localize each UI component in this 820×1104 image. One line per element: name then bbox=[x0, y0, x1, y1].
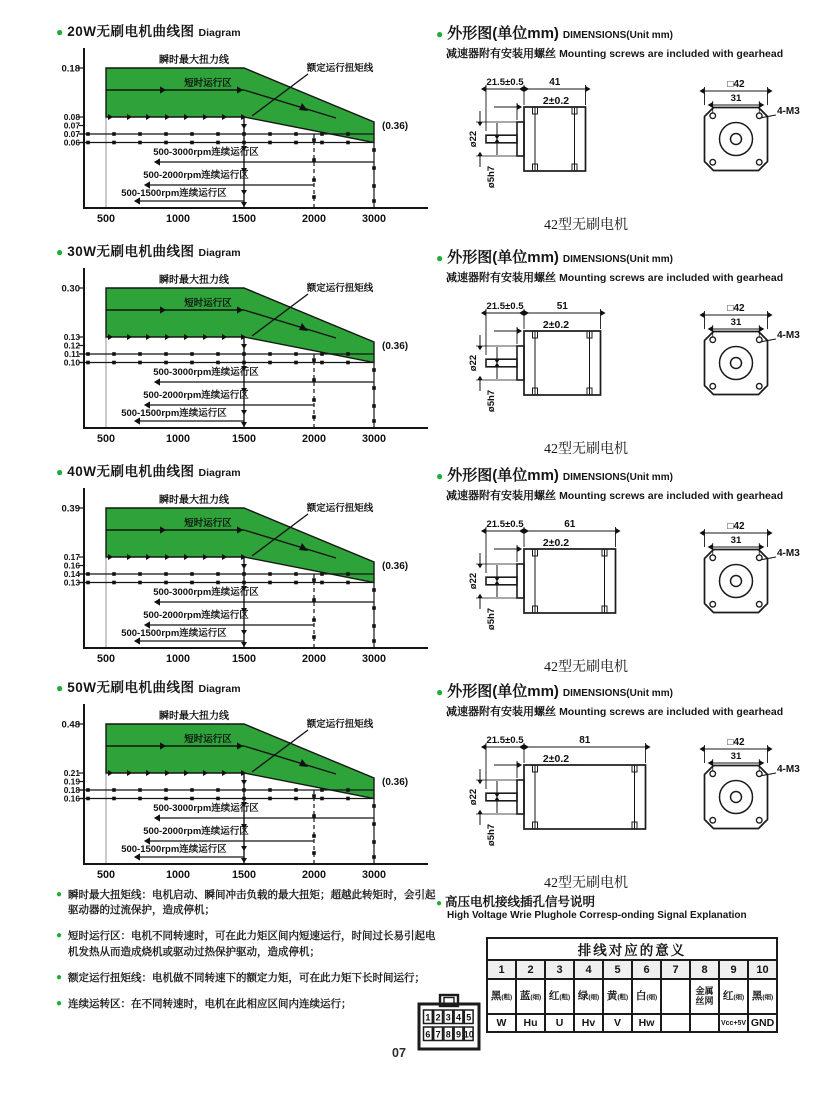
table-title: 排线对应的意义 bbox=[487, 938, 777, 960]
note-text: 瞬时最大扭矩线：电机启动、瞬间冲击负载的最大扭矩；超越此转矩时，会引起驱动器的过流保护，造成停机； bbox=[68, 889, 436, 917]
dim-sub-cn: 减速器附有安装用螺丝 bbox=[446, 48, 556, 60]
svg-text:瞬时最大扭力线: 瞬时最大扭力线 bbox=[159, 495, 229, 506]
dimension-section-3 bbox=[436, 464, 812, 676]
svg-text:3000: 3000 bbox=[361, 213, 387, 225]
motor-dimension-drawing bbox=[436, 61, 808, 213]
drawing-caption: 42型无刷电机 bbox=[544, 218, 628, 233]
svg-text:(0.36): (0.36) bbox=[382, 341, 409, 352]
svg-text:0.19: 0.19 bbox=[63, 776, 80, 787]
dim-title-en: DIMENSIONS(Unit mm) bbox=[562, 688, 673, 699]
green-bullet-icon: ● bbox=[436, 469, 444, 483]
dim-sub-cn: 减速器附有安装用螺丝 bbox=[446, 706, 556, 718]
note-item bbox=[56, 929, 436, 959]
signal-cell: Hu bbox=[516, 1014, 545, 1032]
svg-text:1000: 1000 bbox=[165, 433, 191, 445]
svg-text:□42: □42 bbox=[727, 521, 745, 532]
svg-text:2: 2 bbox=[435, 1012, 441, 1023]
note-item bbox=[56, 971, 436, 986]
pin-number-cell: 2 bbox=[516, 960, 545, 979]
svg-text:31: 31 bbox=[730, 93, 742, 104]
svg-text:0.16: 0.16 bbox=[63, 793, 80, 804]
wire-color-cell: 红(细) bbox=[719, 979, 748, 1014]
svg-text:□42: □42 bbox=[727, 303, 745, 314]
motor-dimension-drawing bbox=[436, 719, 808, 871]
svg-text:3000: 3000 bbox=[361, 869, 387, 881]
pin-number-cell: 3 bbox=[545, 960, 574, 979]
dim-title-cn: 外形图(单位mm) bbox=[447, 467, 559, 484]
wire-color-cell: 金属 丝网 bbox=[690, 979, 719, 1014]
svg-text:0.07: 0.07 bbox=[63, 120, 80, 131]
note-item bbox=[56, 997, 436, 1012]
green-bullet-icon: ● bbox=[436, 898, 443, 909]
svg-text:21.5±0.5: 21.5±0.5 bbox=[486, 301, 524, 312]
svg-text:500-1500rpm连续运行区: 500-1500rpm连续运行区 bbox=[121, 188, 227, 199]
svg-text:2000: 2000 bbox=[301, 869, 327, 881]
svg-text:0.30: 0.30 bbox=[61, 283, 80, 295]
plughole-body bbox=[425, 921, 816, 1051]
svg-text:短时运行区: 短时运行区 bbox=[184, 298, 232, 309]
wire-color-cell: 黑(粗) bbox=[487, 979, 516, 1014]
chart-section-title bbox=[56, 20, 436, 40]
svg-text:2000: 2000 bbox=[301, 433, 327, 445]
drawing-caption: 42型无刷电机 bbox=[544, 876, 628, 891]
svg-text:2±0.2: 2±0.2 bbox=[542, 753, 570, 765]
dim-sub-en: Mounting screws are included with gearhead bbox=[559, 48, 784, 60]
svg-text:0.08: 0.08 bbox=[63, 112, 80, 122]
svg-text:500-2000rpm连续运行区: 500-2000rpm连续运行区 bbox=[143, 610, 249, 621]
chart-title-en: Diagram bbox=[198, 683, 241, 695]
svg-text:□42: □42 bbox=[727, 737, 745, 748]
wire-color-cell: 蓝(细) bbox=[516, 979, 545, 1014]
svg-text:500-1500rpm连续运行区: 500-1500rpm连续运行区 bbox=[121, 408, 227, 419]
svg-text:0.18: 0.18 bbox=[61, 63, 80, 75]
svg-text:2±0.2: 2±0.2 bbox=[542, 319, 570, 331]
dimension-title bbox=[436, 680, 812, 701]
svg-text:500-1500rpm连续运行区: 500-1500rpm连续运行区 bbox=[121, 628, 227, 639]
drawing-caption: 42型无刷电机 bbox=[544, 442, 628, 457]
plughole-title-cn: 高压电机接线插孔信号说明 bbox=[445, 895, 596, 909]
svg-text:0.39: 0.39 bbox=[61, 503, 80, 515]
wire-color-cell: 白(细) bbox=[632, 979, 661, 1014]
svg-text:4: 4 bbox=[455, 1012, 462, 1023]
svg-text:额定运行扭矩线: 额定运行扭矩线 bbox=[306, 503, 374, 514]
dim-sub-en: Mounting screws are included with gearhead bbox=[559, 706, 784, 718]
chart-section-title bbox=[56, 240, 436, 260]
green-bullet-icon: ● bbox=[436, 685, 444, 699]
plughole-section bbox=[425, 892, 816, 1051]
motor-dimension-drawing bbox=[436, 285, 808, 437]
svg-text:500-3000rpm连续运行区: 500-3000rpm连续运行区 bbox=[153, 587, 259, 598]
signal-cell: Hw bbox=[632, 1014, 661, 1032]
torque-speed-chart bbox=[56, 696, 434, 892]
svg-text:3000: 3000 bbox=[361, 653, 387, 665]
pin-number-cell: 8 bbox=[690, 960, 719, 979]
svg-text:500-3000rpm连续运行区: 500-3000rpm连续运行区 bbox=[153, 147, 259, 158]
svg-text:(0.36): (0.36) bbox=[382, 777, 409, 788]
dim-sub-en: Mounting screws are included with gearhead bbox=[559, 490, 784, 502]
svg-text:51: 51 bbox=[556, 301, 568, 312]
signal-cell: Hv bbox=[574, 1014, 603, 1032]
svg-text:0.18: 0.18 bbox=[63, 785, 80, 795]
wire-color-cell: 绿(细) bbox=[574, 979, 603, 1014]
svg-text:500-1500rpm连续运行区: 500-1500rpm连续运行区 bbox=[121, 844, 227, 855]
green-bullet-icon: ● bbox=[56, 930, 63, 942]
pin-number-cell: 9 bbox=[719, 960, 748, 979]
dimension-title bbox=[436, 22, 812, 43]
wire-color-cell: 黑(细) bbox=[748, 979, 777, 1014]
svg-text:31: 31 bbox=[730, 535, 742, 546]
dimension-section-4 bbox=[436, 680, 812, 892]
svg-text:31: 31 bbox=[730, 751, 742, 762]
torque-speed-chart bbox=[56, 260, 434, 456]
chart-section-20w bbox=[56, 20, 436, 241]
svg-text:1500: 1500 bbox=[231, 213, 257, 225]
svg-text:ø5h7: ø5h7 bbox=[486, 389, 497, 413]
svg-text:(0.36): (0.36) bbox=[382, 121, 409, 132]
dimension-section-2 bbox=[436, 246, 812, 458]
svg-text:额定运行扭矩线: 额定运行扭矩线 bbox=[306, 283, 374, 294]
svg-text:4-M3: 4-M3 bbox=[777, 106, 800, 117]
svg-text:0.14: 0.14 bbox=[63, 569, 80, 579]
chart-title-cn: 30W无刷电机曲线图 bbox=[67, 244, 195, 259]
svg-text:ø5h7: ø5h7 bbox=[486, 823, 497, 847]
svg-text:21.5±0.5: 21.5±0.5 bbox=[486, 735, 524, 746]
svg-text:6: 6 bbox=[425, 1029, 431, 1040]
svg-text:ø22: ø22 bbox=[468, 788, 479, 806]
svg-text:1500: 1500 bbox=[231, 653, 257, 665]
chart-section-40w bbox=[56, 460, 436, 681]
svg-text:7: 7 bbox=[435, 1029, 441, 1040]
signal-cell: U bbox=[545, 1014, 574, 1032]
svg-text:2±0.2: 2±0.2 bbox=[542, 537, 570, 549]
green-bullet-icon: ● bbox=[56, 971, 63, 983]
dimension-section-1 bbox=[436, 22, 812, 234]
motor-dimension-drawing bbox=[436, 503, 808, 655]
signal-cell: V bbox=[603, 1014, 632, 1032]
svg-text:短时运行区: 短时运行区 bbox=[184, 78, 232, 89]
svg-text:3: 3 bbox=[445, 1012, 451, 1023]
dim-title-cn: 外形图(单位mm) bbox=[447, 25, 559, 42]
signal-cell bbox=[690, 1014, 719, 1032]
note-text: 连续运转区：在不同转速时，电机在此相应区间内连续运行； bbox=[68, 998, 352, 1011]
pin-number-cell: 7 bbox=[661, 960, 690, 979]
green-bullet-icon: ● bbox=[56, 245, 64, 259]
svg-text:1000: 1000 bbox=[165, 869, 191, 881]
svg-text:31: 31 bbox=[730, 317, 742, 328]
plughole-title-en: High Voltage Wrie Plughole Corresp-onding Signal Explanation bbox=[447, 910, 747, 921]
dimension-subtitle bbox=[446, 487, 812, 503]
svg-text:ø5h7: ø5h7 bbox=[486, 607, 497, 631]
notes-list bbox=[56, 888, 436, 1023]
note-text: 额定运行扭矩线：电机做不同转速下的额定力矩，可在此力矩下长时间运行； bbox=[68, 971, 426, 984]
svg-text:5: 5 bbox=[466, 1012, 472, 1023]
svg-text:瞬时最大扭力线: 瞬时最大扭力线 bbox=[159, 55, 229, 66]
svg-text:0.07: 0.07 bbox=[63, 129, 80, 139]
chart-title-cn: 50W无刷电机曲线图 bbox=[67, 680, 195, 695]
chart-section-title bbox=[56, 460, 436, 480]
svg-text:0.17: 0.17 bbox=[63, 552, 80, 562]
torque-speed-chart bbox=[56, 480, 434, 676]
svg-text:500-3000rpm连续运行区: 500-3000rpm连续运行区 bbox=[153, 367, 259, 378]
svg-text:500: 500 bbox=[96, 213, 116, 225]
svg-text:0.10: 0.10 bbox=[63, 357, 80, 368]
svg-text:500: 500 bbox=[96, 653, 116, 665]
dim-sub-en: Mounting screws are included with gearhead bbox=[559, 272, 784, 284]
chart-title-cn: 40W无刷电机曲线图 bbox=[67, 464, 195, 479]
wire-color-cell bbox=[661, 979, 690, 1014]
green-bullet-icon: ● bbox=[436, 27, 444, 41]
svg-text:额定运行扭矩线: 额定运行扭矩线 bbox=[306, 719, 374, 730]
dim-sub-cn: 减速器附有安装用螺丝 bbox=[446, 272, 556, 284]
green-bullet-icon: ● bbox=[56, 681, 64, 695]
plughole-title bbox=[436, 892, 816, 910]
svg-text:4-M3: 4-M3 bbox=[777, 330, 800, 341]
chart-section-30w bbox=[56, 240, 436, 461]
pin-number-cell: 6 bbox=[632, 960, 661, 979]
svg-text:9: 9 bbox=[455, 1029, 462, 1040]
pin-number-cell: 5 bbox=[603, 960, 632, 979]
dimension-title bbox=[436, 246, 812, 267]
svg-text:21.5±0.5: 21.5±0.5 bbox=[486, 77, 524, 88]
torque-speed-chart bbox=[56, 40, 434, 236]
green-bullet-icon: ● bbox=[56, 889, 63, 900]
svg-text:1500: 1500 bbox=[231, 433, 257, 445]
svg-text:1000: 1000 bbox=[165, 213, 191, 225]
dimension-subtitle bbox=[446, 45, 812, 61]
svg-text:(0.36): (0.36) bbox=[382, 561, 409, 572]
svg-text:4-M3: 4-M3 bbox=[777, 548, 800, 559]
wire-color-cell: 黄(粗) bbox=[603, 979, 632, 1014]
signal-cell bbox=[661, 1014, 690, 1032]
svg-text:0.12: 0.12 bbox=[63, 340, 80, 351]
svg-text:81: 81 bbox=[579, 735, 591, 746]
svg-text:□42: □42 bbox=[727, 79, 745, 90]
green-bullet-icon: ● bbox=[56, 25, 64, 39]
svg-text:41: 41 bbox=[549, 77, 561, 88]
svg-text:额定运行扭矩线: 额定运行扭矩线 bbox=[306, 63, 374, 74]
green-bullet-icon: ● bbox=[56, 998, 63, 1010]
wire-color-cell: 红(粗) bbox=[545, 979, 574, 1014]
svg-text:瞬时最大扭力线: 瞬时最大扭力线 bbox=[159, 711, 229, 722]
pin-number-cell: 4 bbox=[574, 960, 603, 979]
svg-text:0.48: 0.48 bbox=[61, 719, 80, 731]
svg-text:0.16: 0.16 bbox=[63, 560, 80, 571]
signal-cell: W bbox=[487, 1014, 516, 1032]
signal-cell: GND bbox=[748, 1014, 777, 1032]
svg-text:2000: 2000 bbox=[301, 653, 327, 665]
svg-text:0.13: 0.13 bbox=[63, 577, 80, 588]
svg-text:61: 61 bbox=[564, 519, 576, 530]
svg-text:短时运行区: 短时运行区 bbox=[184, 518, 232, 529]
dimension-subtitle bbox=[446, 269, 812, 285]
svg-text:10: 10 bbox=[463, 1029, 474, 1040]
svg-text:8: 8 bbox=[445, 1029, 451, 1040]
svg-text:1: 1 bbox=[425, 1012, 431, 1023]
signal-cell: Vcc+5V bbox=[719, 1014, 748, 1032]
svg-text:短时运行区: 短时运行区 bbox=[184, 734, 232, 745]
svg-text:2±0.2: 2±0.2 bbox=[542, 95, 570, 107]
svg-text:1500: 1500 bbox=[231, 869, 257, 881]
svg-text:ø5h7: ø5h7 bbox=[486, 165, 497, 189]
svg-text:21.5±0.5: 21.5±0.5 bbox=[486, 519, 524, 530]
note-item bbox=[56, 888, 436, 918]
chart-title-en: Diagram bbox=[198, 247, 241, 259]
svg-text:0.11: 0.11 bbox=[64, 349, 80, 359]
dim-title-cn: 外形图(单位mm) bbox=[447, 249, 559, 266]
chart-title-en: Diagram bbox=[198, 467, 241, 479]
svg-text:0.06: 0.06 bbox=[63, 137, 80, 148]
drawing-caption: 42型无刷电机 bbox=[544, 660, 628, 675]
note-text: 短时运行区：电机不同转速时，可在此力矩区间内短速运行，时间过长易引起电机发热从而造成烧机或驱动过热保护驱动，造成停机； bbox=[68, 930, 436, 958]
chart-section-50w bbox=[56, 676, 436, 897]
chart-section-title bbox=[56, 676, 436, 696]
chart-title-cn: 20W无刷电机曲线图 bbox=[67, 24, 195, 39]
dimension-title bbox=[436, 464, 812, 485]
svg-text:500: 500 bbox=[96, 869, 116, 881]
svg-text:500-3000rpm连续运行区: 500-3000rpm连续运行区 bbox=[153, 803, 259, 814]
svg-text:ø22: ø22 bbox=[468, 572, 479, 590]
pin-number-cell: 1 bbox=[487, 960, 516, 979]
svg-text:4-M3: 4-M3 bbox=[777, 764, 800, 775]
svg-text:500: 500 bbox=[96, 433, 116, 445]
svg-text:0.21: 0.21 bbox=[63, 768, 80, 778]
dim-title-en: DIMENSIONS(Unit mm) bbox=[562, 472, 673, 483]
svg-text:500-2000rpm连续运行区: 500-2000rpm连续运行区 bbox=[143, 390, 249, 401]
svg-text:ø22: ø22 bbox=[468, 354, 479, 372]
svg-text:瞬时最大扭力线: 瞬时最大扭力线 bbox=[159, 275, 229, 286]
green-bullet-icon: ● bbox=[436, 251, 444, 265]
svg-text:1000: 1000 bbox=[165, 653, 191, 665]
green-bullet-icon: ● bbox=[56, 465, 64, 479]
dim-title-en: DIMENSIONS(Unit mm) bbox=[562, 30, 673, 41]
page-number: 07 bbox=[392, 1046, 406, 1060]
pin-number-cell: 10 bbox=[748, 960, 777, 979]
svg-text:0.13: 0.13 bbox=[63, 332, 80, 342]
dimension-subtitle bbox=[446, 703, 812, 719]
dim-sub-cn: 减速器附有安装用螺丝 bbox=[446, 490, 556, 502]
dim-title-en: DIMENSIONS(Unit mm) bbox=[562, 254, 673, 265]
chart-title-en: Diagram bbox=[198, 27, 241, 39]
svg-text:500-2000rpm连续运行区: 500-2000rpm连续运行区 bbox=[143, 170, 249, 181]
svg-text:ø22: ø22 bbox=[468, 130, 479, 148]
svg-text:3000: 3000 bbox=[361, 433, 387, 445]
svg-text:2000: 2000 bbox=[301, 213, 327, 225]
dim-title-cn: 外形图(单位mm) bbox=[447, 683, 559, 700]
signal-table bbox=[486, 937, 778, 1033]
svg-text:500-2000rpm连续运行区: 500-2000rpm连续运行区 bbox=[143, 826, 249, 837]
